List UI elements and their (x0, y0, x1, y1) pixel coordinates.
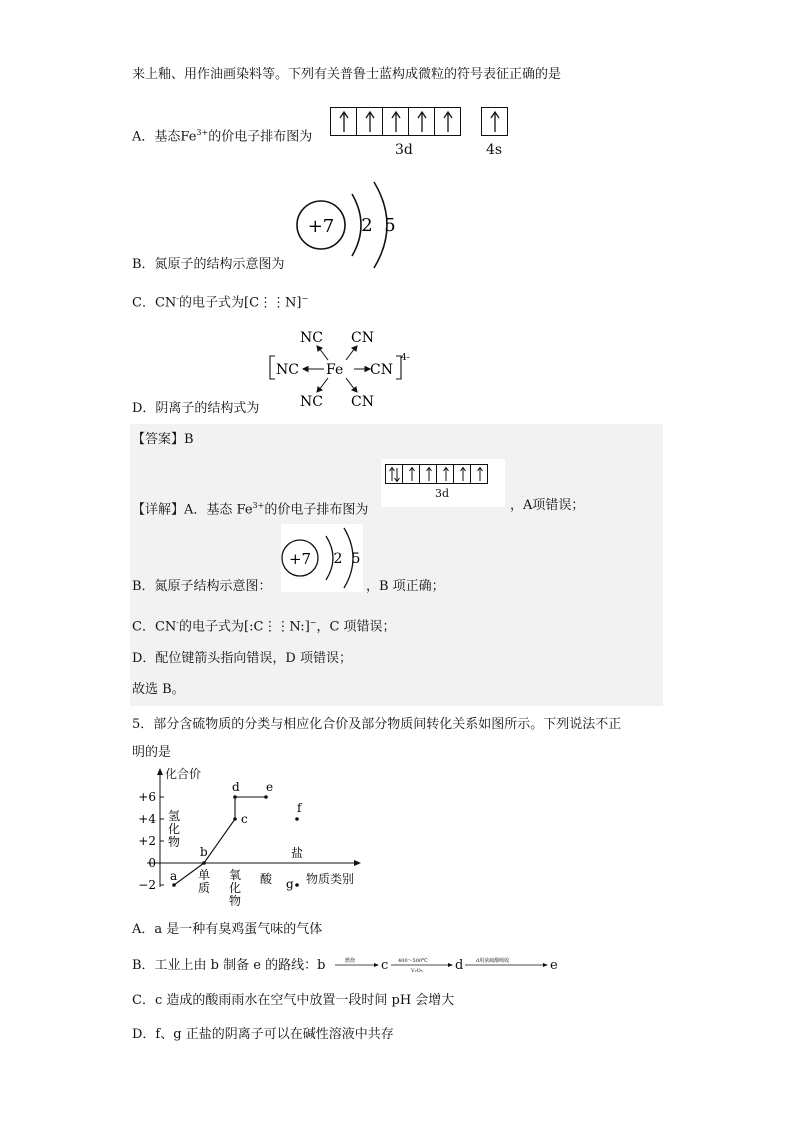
cn-ion-charge: - (176, 294, 179, 303)
y-tick-label: +2 (138, 834, 156, 848)
category-label-hydride: 化 (167, 822, 181, 836)
orbital-3d-boxes (331, 107, 461, 136)
orbital-box (434, 107, 461, 136)
atom-nucleus-label: +7 (307, 216, 335, 237)
category-label-hydride: 氢 (167, 809, 181, 823)
nitrogen-atom-diagram (290, 176, 410, 272)
point-label-g: g (286, 877, 294, 891)
category-label-oxide: 物 (228, 894, 242, 908)
central-fe: Fe (326, 362, 344, 378)
data-point-e (264, 795, 268, 799)
fe-ion-charge: 3+ (196, 128, 209, 137)
q5-option-b-prefix: B．工业上由 b 制备 e 的路线：b (132, 958, 326, 973)
point-label-b: b (200, 845, 208, 859)
y-axis-label: 化合价 (165, 767, 202, 781)
q4-option-d: D．阴离子的结构式为 (132, 401, 260, 416)
q5-stem-line1: 5．部分含硫物质的分类与相应化合价及部分物质间转化关系如图所示。下列说法不正 (132, 717, 622, 732)
orbital-box-paired (385, 464, 403, 484)
sulfur-valence-chart (125, 764, 385, 914)
data-point-g (295, 883, 299, 887)
route-e: e (550, 958, 558, 973)
q5-stem-line2: 明的是 (132, 745, 172, 760)
orbital-box (436, 464, 454, 484)
q5-option-b (132, 957, 325, 975)
category-label-hydride: 物 (167, 835, 181, 849)
q5-option-d: D．f、g 正盐的阴离子可以在碱性溶液中共存 (132, 1027, 394, 1042)
detail-atom-shell1: 2 (333, 551, 343, 567)
data-point-c (233, 817, 237, 821)
point-label-f: f (297, 801, 302, 815)
ligand-cn-top-right: CN (351, 330, 374, 346)
detail-atom-nucleus: +7 (288, 550, 312, 568)
orbital-box (470, 464, 488, 484)
orbital-box (356, 107, 383, 136)
orbital-box (330, 107, 357, 136)
orbital-box (419, 464, 437, 484)
detail-label-3d: 3d (435, 487, 450, 500)
q4-option-b: B．氮原子的结构示意图为 (132, 257, 285, 272)
y-tick-label: −2 (138, 878, 156, 892)
orbital-4s-box (482, 107, 508, 136)
detail-atom-shell2: 5 (351, 551, 361, 567)
ligand-cn-right: CN (370, 362, 393, 378)
data-point-d (233, 795, 237, 799)
detail-a-prefix: 【详解】A．基态 Fe (132, 502, 253, 518)
ligand-nc-bottom-left: NC (300, 394, 323, 410)
transform-line-b-c (204, 819, 235, 863)
data-point-f (295, 817, 299, 821)
ligand-nc-top-left: NC (300, 330, 323, 346)
label-4s: 4s (486, 142, 503, 158)
detail-fe-charge: 3+ (252, 501, 265, 510)
orbital-box (453, 464, 471, 484)
detail-a-end: ，A项错误； (510, 498, 585, 513)
detail-atom-diagram (281, 524, 363, 592)
detail-c-end: ，C 项错误； (316, 619, 396, 635)
cn-formula-charge: − (301, 294, 309, 303)
detail-a-line (132, 497, 368, 519)
category-label-oxide: 氧 (228, 868, 242, 882)
route-arrow2-bottom: V₂O₅ (411, 968, 423, 974)
point-label-e: e (266, 780, 274, 794)
q4-option-a-suffix: 的价电子排布图为 (208, 129, 313, 145)
orbital-box (408, 107, 435, 136)
detail-orbital-boxes (386, 464, 488, 484)
intro-text: 来上釉、用作油画染料等。下列有关普鲁士蓝构成微粒的符号表征正确的是 (132, 67, 562, 82)
q4-option-c (132, 290, 308, 312)
q4-option-a (132, 124, 312, 146)
ligand-cn-bottom-right: CN (351, 394, 374, 410)
complex-anion-structure (262, 326, 422, 412)
route-d: d (455, 958, 464, 973)
ligand-nc-left: NC (276, 362, 299, 378)
q5-option-a: A．a 是一种有臭鸡蛋气味的气体 (132, 922, 323, 937)
category-label-element: 质 (197, 881, 211, 895)
detail-a-mid: 的价电子排布图为 (264, 502, 369, 518)
y-tick-label: +4 (138, 812, 156, 826)
category-label-element: 单 (197, 868, 211, 882)
category-label-oxide: 化 (228, 881, 242, 895)
detail-c-line (132, 614, 396, 636)
y-tick-label: 0 (148, 856, 156, 870)
route-c: c (381, 958, 389, 973)
category-label-salt: 盐 (290, 846, 304, 860)
label-3d: 3d (395, 142, 413, 158)
orbital-box (382, 107, 409, 136)
atom-shell1-label: 2 (361, 215, 373, 236)
route-arrow1-label: 燃烧 (345, 958, 356, 964)
data-point-b (202, 861, 206, 865)
detail-c-mid: 的电子式为 (178, 619, 244, 635)
q5-option-c: C．c 造成的酸雨雨水在空气中放置一段时间 pH 会增大 (132, 993, 455, 1008)
detail-c-prefix: C．CN (132, 619, 177, 635)
point-label-a: a (170, 869, 178, 883)
detail-c-formula: [:C⋮⋮N:] (244, 619, 310, 635)
answer-line: 【答案】B (132, 432, 194, 447)
q4-option-a-prefix: A．基态Fe (132, 129, 197, 145)
orbital-box (402, 464, 420, 484)
route-arrow2-top: 400～500℃ (398, 958, 428, 964)
point-label-c: c (241, 812, 248, 826)
orbital-box (481, 107, 508, 136)
detail-c-formula-charge: − (309, 618, 317, 627)
q5-route-diagram (333, 955, 563, 975)
data-point-a (172, 883, 176, 887)
q4-option-c-mid: 的电子式为 (178, 295, 244, 311)
detail-b-line: B．氮原子结构示意图： (132, 579, 272, 594)
x-axis-label: 物质类别 (306, 872, 355, 886)
detail-cn-charge: - (176, 618, 179, 627)
y-tick-label: +6 (138, 790, 156, 804)
route-arrow3-label: d用浓硫酸吸收 (476, 958, 510, 964)
conclusion-line: 故选 B。 (132, 682, 185, 697)
q4-option-c-prefix: C．CN (132, 295, 177, 311)
complex-charge: 4- (401, 353, 410, 363)
detail-d-line: D．配位键箭头指向错误，D 项错误； (132, 651, 352, 666)
category-label-acid: 酸 (259, 872, 273, 886)
detail-b-end: ，B 项正确； (366, 579, 445, 594)
atom-shell2-label: 5 (384, 215, 396, 236)
point-label-d: d (232, 780, 240, 794)
cn-electron-formula: [C⋮⋮N] (244, 295, 302, 311)
